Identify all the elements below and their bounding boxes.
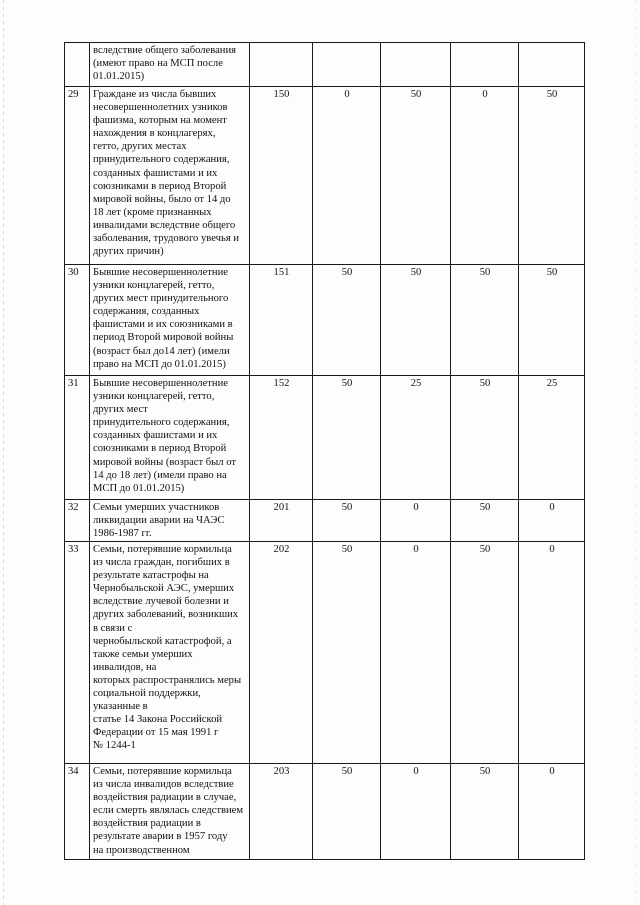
value-cell [313,43,381,87]
row-number: 32 [65,500,90,542]
row-number: 31 [65,376,90,500]
table-row [65,265,585,376]
category-name: Бывшие несовершеннолетние узники концлагерей, гетто, других мест принудительного содержания, созданных фашистами и их союзниками в период Второй мировой войны (возраст был от 14 до 18 лет) (имели право на МСП до 01.01.2015) [90,376,250,500]
row-number [65,43,90,87]
value-cell: 50 [313,764,381,860]
value-cell: 50 [313,542,381,764]
value-cell: 50 [519,265,585,376]
value-cell: 25 [519,376,585,500]
value-cell: 50 [381,265,451,376]
value-cell: 0 [313,87,381,265]
value-cell: 0 [381,764,451,860]
value-cell: 50 [451,376,519,500]
value-cell: 50 [451,764,519,860]
category-name: вследствие общего заболевания (имеют право на МСП после 01.01.2015) [90,43,250,87]
value-cell: 0 [519,542,585,764]
table-row [65,542,585,764]
category-code: 202 [250,542,313,764]
category-name: Семьи умерших участников ликвидации аварии на ЧАЭС 1986-1987 гг. [90,500,250,542]
value-cell: 0 [381,500,451,542]
value-cell [381,43,451,87]
value-cell [451,43,519,87]
category-name: Граждане из числа бывших несовершеннолетних узников фашизма, которым на момент нахождения в концлагерях, гетто, других местах принудительного содержания, созданных фашистами и их союзниками в период Второй мировой войны, было от 14 до 18 лет (кроме признанных инвалидами вследствие общего заболевания, трудового увечья и других причин) [90,87,250,265]
value-cell: 50 [451,265,519,376]
value-cell: 50 [519,87,585,265]
category-code: 152 [250,376,313,500]
value-cell: 50 [313,265,381,376]
value-cell: 25 [381,376,451,500]
category-code: 151 [250,265,313,376]
table-row [65,764,585,860]
category-name: Семьи, потерявшие кормильца из числа инвалидов вследствие воздействия радиации в случае, если смерть являлась следствием воздействия радиации в результате аварии в 1957 году на производственном [90,764,250,860]
category-code: 201 [250,500,313,542]
table-row [65,87,585,265]
category-code [250,43,313,87]
value-cell: 0 [451,87,519,265]
table-row [65,376,585,500]
category-name: Семьи, потерявшие кормильца из числа граждан, погибших в результате катастрофы на Чернобыльской АЭС, умерших вследствие лучевой болезни и других заболеваний, возникших в связи с чернобыльской катастрофой, а также семьи умерших инвалидов, на которых распространялись меры социальной поддержки, указанные в статье 14 Закона Российской Федерации от 15 мая 1991 г № 1244-1 [90,542,250,764]
value-cell: 50 [313,500,381,542]
benefits-table [64,42,585,860]
row-number: 34 [65,764,90,860]
value-cell [519,43,585,87]
row-number: 30 [65,265,90,376]
row-number: 33 [65,542,90,764]
table-row [65,500,585,542]
value-cell: 0 [519,764,585,860]
category-name: Бывшие несовершеннолетние узники концлагерей, гетто, других мест принудительного содержания, созданных фашистами и их союзниками в период Второй мировой войны (возраст был до14 лет) (имели право на МСП до 01.01.2015) [90,265,250,376]
scan-edge-left [3,0,4,905]
value-cell: 50 [313,376,381,500]
value-cell: 50 [381,87,451,265]
scan-edge-right [635,0,636,905]
table-row [65,43,585,87]
value-cell: 0 [381,542,451,764]
category-code: 203 [250,764,313,860]
value-cell: 50 [451,542,519,764]
category-code: 150 [250,87,313,265]
value-cell: 0 [519,500,585,542]
value-cell: 50 [451,500,519,542]
row-number: 29 [65,87,90,265]
